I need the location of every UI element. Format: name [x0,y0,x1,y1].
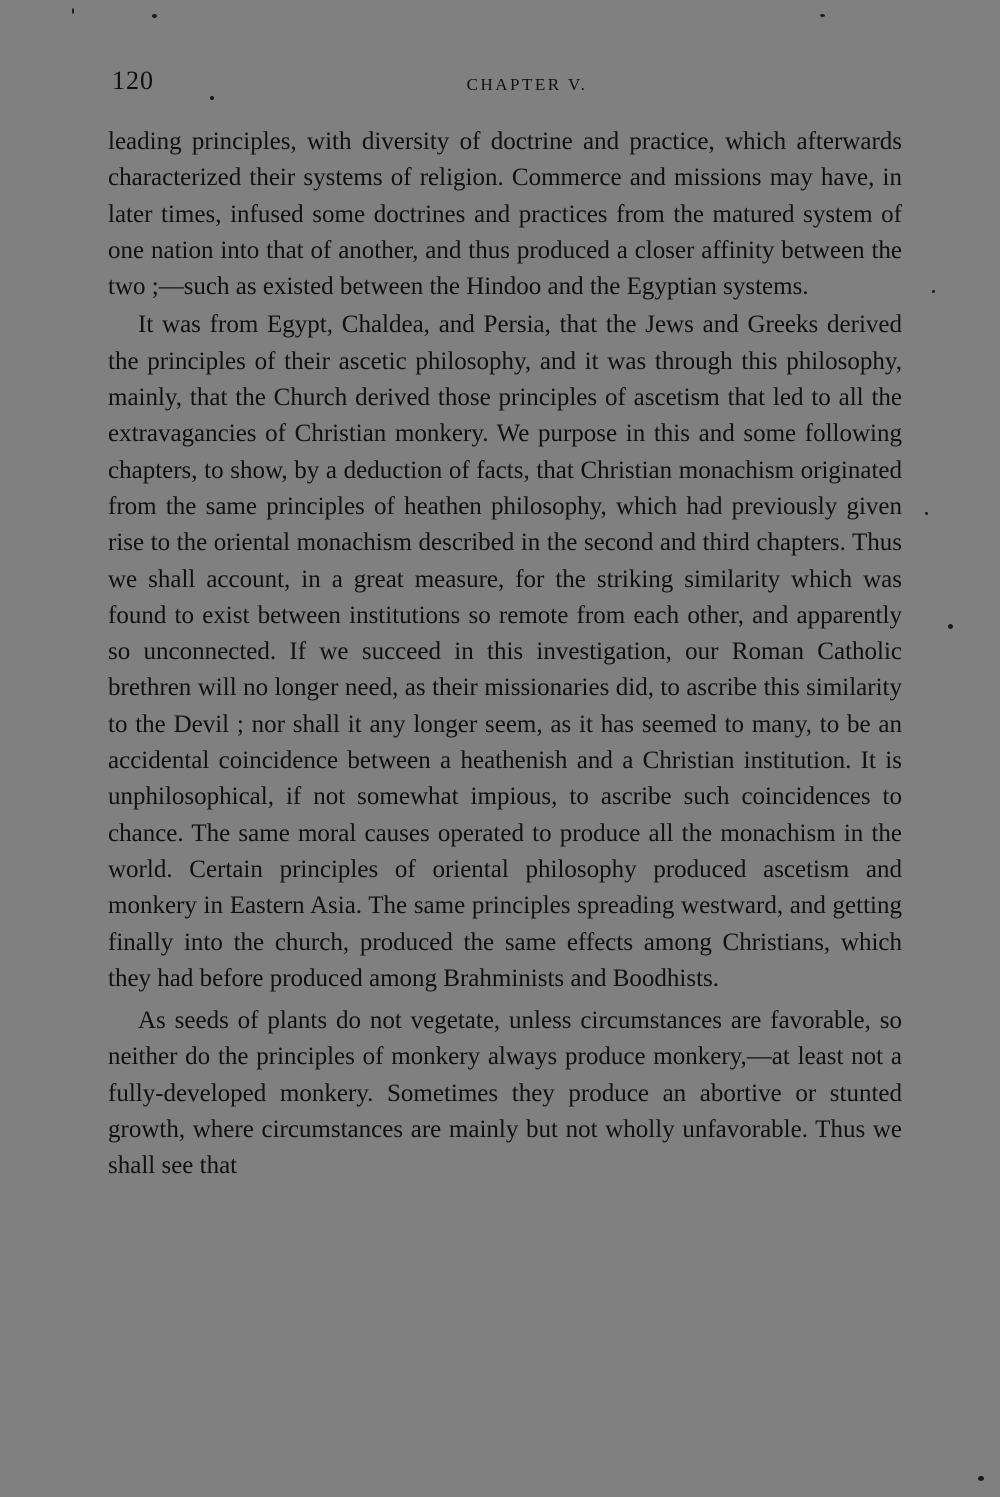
scan-speck [820,14,825,17]
scan-speck [925,512,928,515]
page-number: 120 [112,66,154,95]
paragraph-continued: leading principles, with diversity of doctrine and practice, which afterwards characterized their systems of religion. Commerce and missions may have, in later times, infused some doctrines and practices from the matured system of one nation into that of another, and thus produced a closer affinity between the two ;—such as existed between the Hindoo and the Egyptian systems. [108,128,902,301]
paragraph: As seeds of plants do not vegetate, unless circumstances are favorable, so neither do the principles of monkery always produce monkery,—at least not a fully-developed monkery. Sometimes they produce an abortive or stunted growth, where circumstances are mainly but not wholly unfavorable. Thus we shall see that [108,1007,902,1180]
scan-speck [948,624,953,629]
scan-speck [152,14,157,18]
body-text [108,124,902,1185]
scan-speck [210,96,214,100]
running-head: CHAPTER V. [466,75,588,94]
page-header [112,66,902,106]
scan-speck [72,8,74,14]
scan-speck [978,1476,984,1481]
paragraph: It was from Egypt, Chaldea, and Persia, that the Jews and Greeks derived the principles of their ascetic philosophy, and it was through this philosophy, mainly, that the Church derived those principles of ascetism that led to all the extravagancies of Christian monkery. We purpose in this and some following chapters, to show, by a deduction of facts, that Christian monachism originated from the same principles of heathen philosophy, which had previously given rise to the oriental monachism described in the second and third chapters. Thus we shall account, in a great measure, for the striking similarity which was found to exist between institutions so remote from each other, and apparently so unconnected. If we succeed in this investigation, our Roman Catholic brethren will no longer need, as their missionaries did, to ascribe this similarity to the Devil ; nor shall it any longer seem, as it has seemed to many, to be an accidental coincidence between a heathenish and a Christian institution. It is unphilosophical, if not somewhat impious, to ascribe such coincidences to chance. The same moral causes operated to produce all the monachism in the world. Certain principles of oriental philosophy produced ascetism and monkery in Eastern Asia. The same principles spreading westward, and getting finally into the church, produced the same effects among Christians, which they had before produced among Brahminists and Boodhists. [108,311,902,992]
scan-speck [932,290,935,293]
